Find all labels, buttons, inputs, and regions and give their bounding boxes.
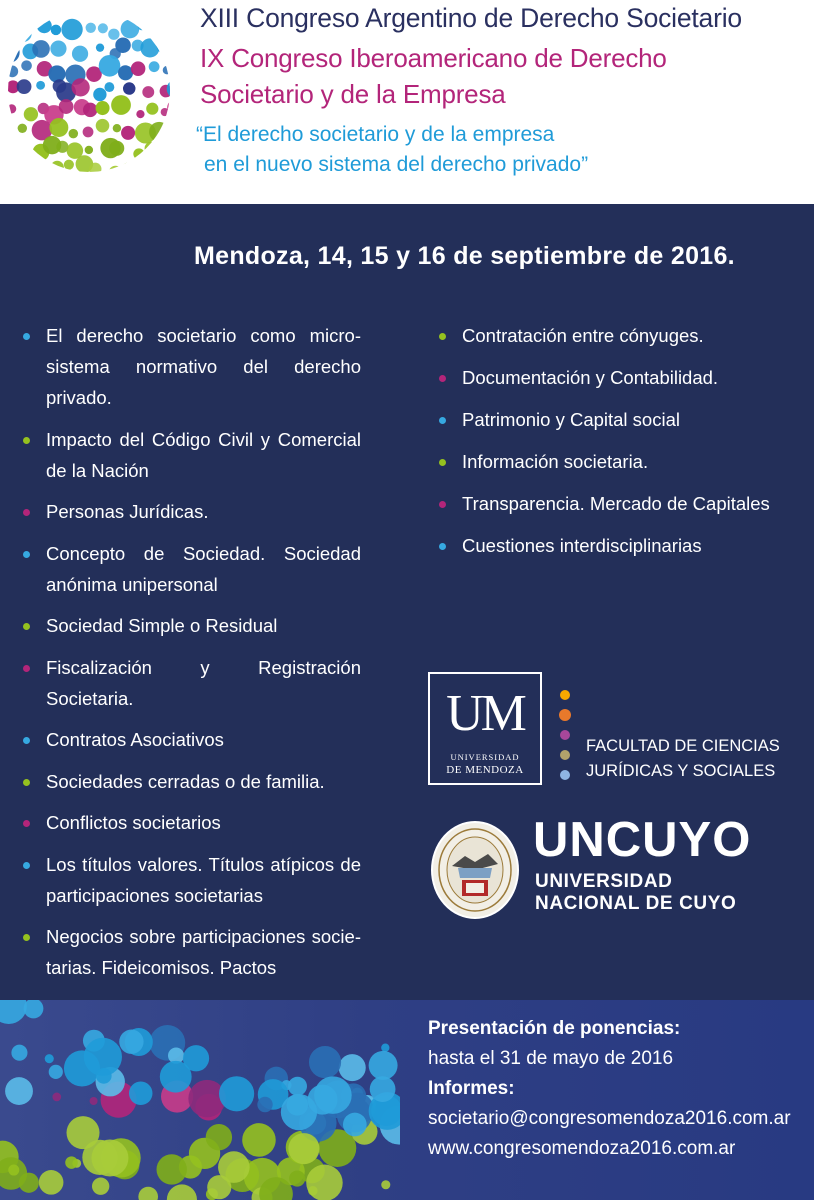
topic-item: [21, 538, 361, 600]
faculty-line: FACULTAD DE CIENCIAS: [586, 737, 780, 755]
faculty-dot: [560, 750, 570, 760]
uncuyo-line: NACIONAL DE CUYO: [535, 893, 737, 914]
presentation-label: Presentación de ponencias:: [428, 1018, 681, 1039]
bullet-icon: [23, 665, 30, 672]
topic-item: [21, 652, 361, 714]
topic-text: Negocios sobre participaciones socie-tarias. Fideicomisos. Pactos: [46, 926, 361, 978]
bullet-icon: [439, 543, 446, 550]
um-line-2: DE MENDOZA: [446, 764, 524, 776]
topic-text: Cuestiones interdisciplinarias: [462, 535, 702, 556]
topic-text: El derecho societario como micro-sistema normativo del derecho privado.: [46, 325, 361, 408]
deadline-text: hasta el 31 de mayo de 2016: [428, 1048, 674, 1069]
subtitle-line: IX Congreso Iberoamericano de Derecho: [200, 43, 667, 73]
congress-logo: [8, 10, 170, 172]
quote-line: en el nuevo sistema del derecho privado”: [204, 153, 589, 176]
uncuyo-seal: [430, 820, 520, 920]
bullet-icon: [439, 333, 446, 340]
um-letters: UM: [446, 685, 524, 742]
topic-item: [21, 807, 361, 838]
topic-text: Transparencia. Mercado de Capitales: [462, 493, 770, 514]
faculty-line: JURÍDICAS Y SOCIALES: [586, 762, 776, 780]
bullet-icon: [23, 779, 30, 786]
faculty-dot: [560, 730, 570, 740]
topic-item: [437, 446, 797, 477]
uncuyo-line: UNIVERSIDAD: [535, 871, 673, 892]
header: [0, 0, 814, 204]
topic-item: [21, 724, 361, 755]
topic-item: [21, 320, 361, 413]
topics-list-left: [21, 320, 361, 994]
topic-text: Personas Jurídicas.: [46, 501, 209, 522]
bullet-icon: [23, 820, 30, 827]
topic-text: Documentación y Contabilidad.: [462, 367, 719, 388]
topic-item: [21, 849, 361, 911]
bullet-icon: [439, 375, 446, 382]
congress-title: XIII Congreso Argentino de Derecho Societario: [200, 3, 742, 33]
bullet-icon: [439, 417, 446, 424]
topic-text: Patrimonio y Capital social: [462, 409, 680, 430]
congress-subtitle: [200, 40, 667, 112]
topic-text: Concepto de Sociedad. Sociedad anónima unipersonal: [46, 542, 361, 595]
uncuyo-fullname: [535, 871, 736, 915]
topic-text: Contratos Asociativos: [46, 729, 224, 750]
topic-item: [437, 404, 797, 435]
decorative-circles: [0, 1000, 400, 1200]
info-label: Informes:: [428, 1078, 515, 1099]
faculty-dots-icon: [558, 688, 572, 788]
topic-item: [437, 488, 797, 519]
topic-text: Información societaria.: [462, 451, 649, 472]
bullet-icon: [23, 333, 30, 340]
email-link[interactable]: societario@congresomendoza2016.com.ar: [428, 1108, 791, 1129]
bullet-icon: [23, 551, 30, 558]
faculty-name: [586, 734, 780, 784]
bullet-icon: [23, 737, 30, 744]
topic-text: Sociedad Simple o Residual: [46, 615, 278, 636]
footer-info: [428, 1014, 791, 1164]
bullet-icon: [23, 934, 30, 941]
faculty-dot: [559, 709, 571, 721]
topic-item: [437, 362, 797, 393]
topic-text: Los títulos valores. Títulos atípicos de participaciones societarias: [46, 853, 361, 906]
topics-list-right: [437, 320, 797, 572]
bullet-icon: [23, 509, 30, 516]
website-link[interactable]: www.congresomendoza2016.com.ar: [428, 1138, 736, 1159]
topic-text: Contratación entre cónyuges.: [462, 325, 704, 346]
subtitle-line: Societario y de la Empresa: [200, 79, 506, 109]
topic-item: [21, 766, 361, 797]
topic-item: [437, 530, 797, 561]
topic-item: [21, 424, 361, 486]
bullet-icon: [439, 501, 446, 508]
topic-item: [21, 610, 361, 641]
quote-line: “El derecho societario y de la empresa: [196, 123, 555, 146]
faculty-dot: [560, 770, 570, 780]
topic-text: Fiscalización y Registración Societaria.: [46, 656, 361, 709]
topic-text: Conflictos societarios: [46, 812, 221, 833]
topic-text: Sociedades cerradas o de familia.: [46, 770, 325, 792]
bullet-icon: [439, 459, 446, 466]
um-line-1: UNIVERSIDAD: [450, 752, 520, 762]
topic-item: [437, 320, 797, 351]
topic-item: [21, 496, 361, 527]
event-date: Mendoza, 14, 15 y 16 de septiembre de 2016.: [194, 242, 735, 270]
footer: [0, 1000, 814, 1200]
topic-item: [21, 921, 361, 983]
faculty-dot: [560, 690, 570, 700]
congress-quote: [196, 120, 588, 180]
uncuyo-wordmark: UNCUYO: [533, 813, 752, 867]
topic-text: Impacto del Código Civil y Comercial de la Nación: [46, 428, 361, 481]
bullet-icon: [23, 623, 30, 630]
bullet-icon: [23, 437, 30, 444]
main-section: [0, 204, 814, 1000]
bullet-icon: [23, 862, 30, 869]
universidad-mendoza-logo: [428, 672, 542, 785]
